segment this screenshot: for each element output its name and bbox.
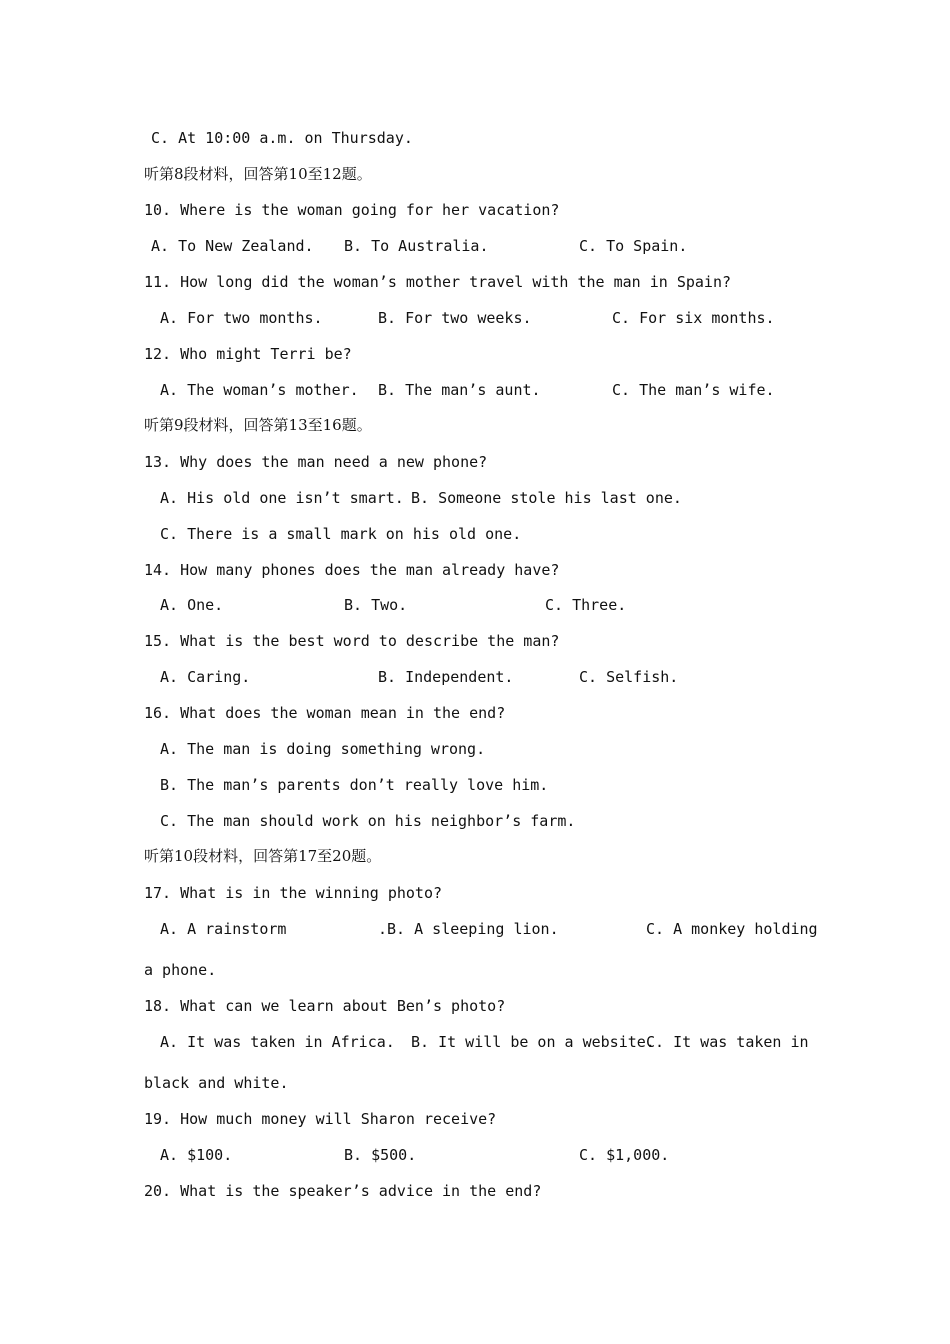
q17-option-b: .B. A sleeping lion. bbox=[378, 920, 559, 938]
q14-option-c: C. Three. bbox=[545, 596, 627, 614]
question-16: 16. What does the woman mean in the end? bbox=[144, 704, 506, 722]
q18-option-c: C. It was taken in bbox=[646, 1033, 809, 1051]
question-17: 17. What is in the winning photo? bbox=[144, 884, 443, 902]
q14-option-a: A. One. bbox=[160, 596, 224, 614]
q19-option-c: C. $1,000. bbox=[579, 1146, 670, 1164]
question-13: 13. Why does the man need a new phone? bbox=[144, 453, 488, 471]
q17-option-a: A. A rainstorm bbox=[160, 920, 287, 938]
q15-option-c: C. Selfish. bbox=[579, 668, 679, 686]
q13-option-a: A. His old one isn’t smart. bbox=[160, 489, 404, 507]
q18-option-c-cont: black and white. bbox=[144, 1074, 289, 1092]
q17-option-c: C. A monkey holding bbox=[646, 920, 818, 938]
question-10: 10. Where is the woman going for her vacation? bbox=[144, 201, 560, 219]
question-19: 19. How much money will Sharon receive? bbox=[144, 1110, 497, 1128]
section-heading: 听第10段材料，回答第17至20题。 bbox=[144, 847, 382, 865]
question-18: 18. What can we learn about Ben’s photo? bbox=[144, 997, 506, 1015]
q13-option-b: B. Someone stole his last one. bbox=[411, 489, 682, 507]
q11-option-a: A. For two months. bbox=[160, 309, 323, 327]
q17-option-c-cont: a phone. bbox=[144, 961, 217, 979]
q18-option-a: A. It was taken in Africa. bbox=[160, 1033, 395, 1051]
q16-option-b: B. The man’s parents don’t really love him. bbox=[160, 776, 549, 794]
q16-option-a: A. The man is doing something wrong. bbox=[160, 740, 486, 758]
q18-option-b: B. It will be on a website. bbox=[411, 1033, 655, 1051]
question-14: 14. How many phones does the man already have? bbox=[144, 561, 560, 579]
q11-option-b: B. For two weeks. bbox=[378, 309, 532, 327]
q12-option-a: A. The woman’s mother. bbox=[160, 381, 359, 399]
q19-option-b: B. $500. bbox=[344, 1146, 417, 1164]
q12-option-c: C. The man’s wife. bbox=[612, 381, 775, 399]
q10-option-b: B. To Australia. bbox=[344, 237, 489, 255]
section-heading: 听第9段材料，回答第13至16题。 bbox=[144, 416, 372, 434]
q14-option-b: B. Two. bbox=[344, 596, 408, 614]
q10-option-c: C. To Spain. bbox=[579, 237, 688, 255]
q12-option-b: B. The man’s aunt. bbox=[378, 381, 541, 399]
question-15: 15. What is the best word to describe the man? bbox=[144, 632, 560, 650]
question-12: 12. Who might Terri be? bbox=[144, 345, 352, 363]
section-heading: 听第8段材料，回答第10至12题。 bbox=[144, 165, 372, 183]
q19-option-a: A. $100. bbox=[160, 1146, 233, 1164]
q11-option-c: C. For six months. bbox=[612, 309, 775, 327]
q15-option-b: B. Independent. bbox=[378, 668, 514, 686]
q13-option-c: C. There is a small mark on his old one. bbox=[160, 525, 522, 543]
q15-option-a: A. Caring. bbox=[160, 668, 251, 686]
question-11: 11. How long did the woman’s mother travel with the man in Spain? bbox=[144, 273, 731, 291]
option-c-line: C. At 10:00 a.m. on Thursday. bbox=[151, 129, 413, 147]
question-20: 20. What is the speaker’s advice in the end? bbox=[144, 1182, 542, 1200]
q16-option-c: C. The man should work on his neighbor’s farm. bbox=[160, 812, 576, 830]
q10-option-a: A. To New Zealand. bbox=[151, 237, 314, 255]
